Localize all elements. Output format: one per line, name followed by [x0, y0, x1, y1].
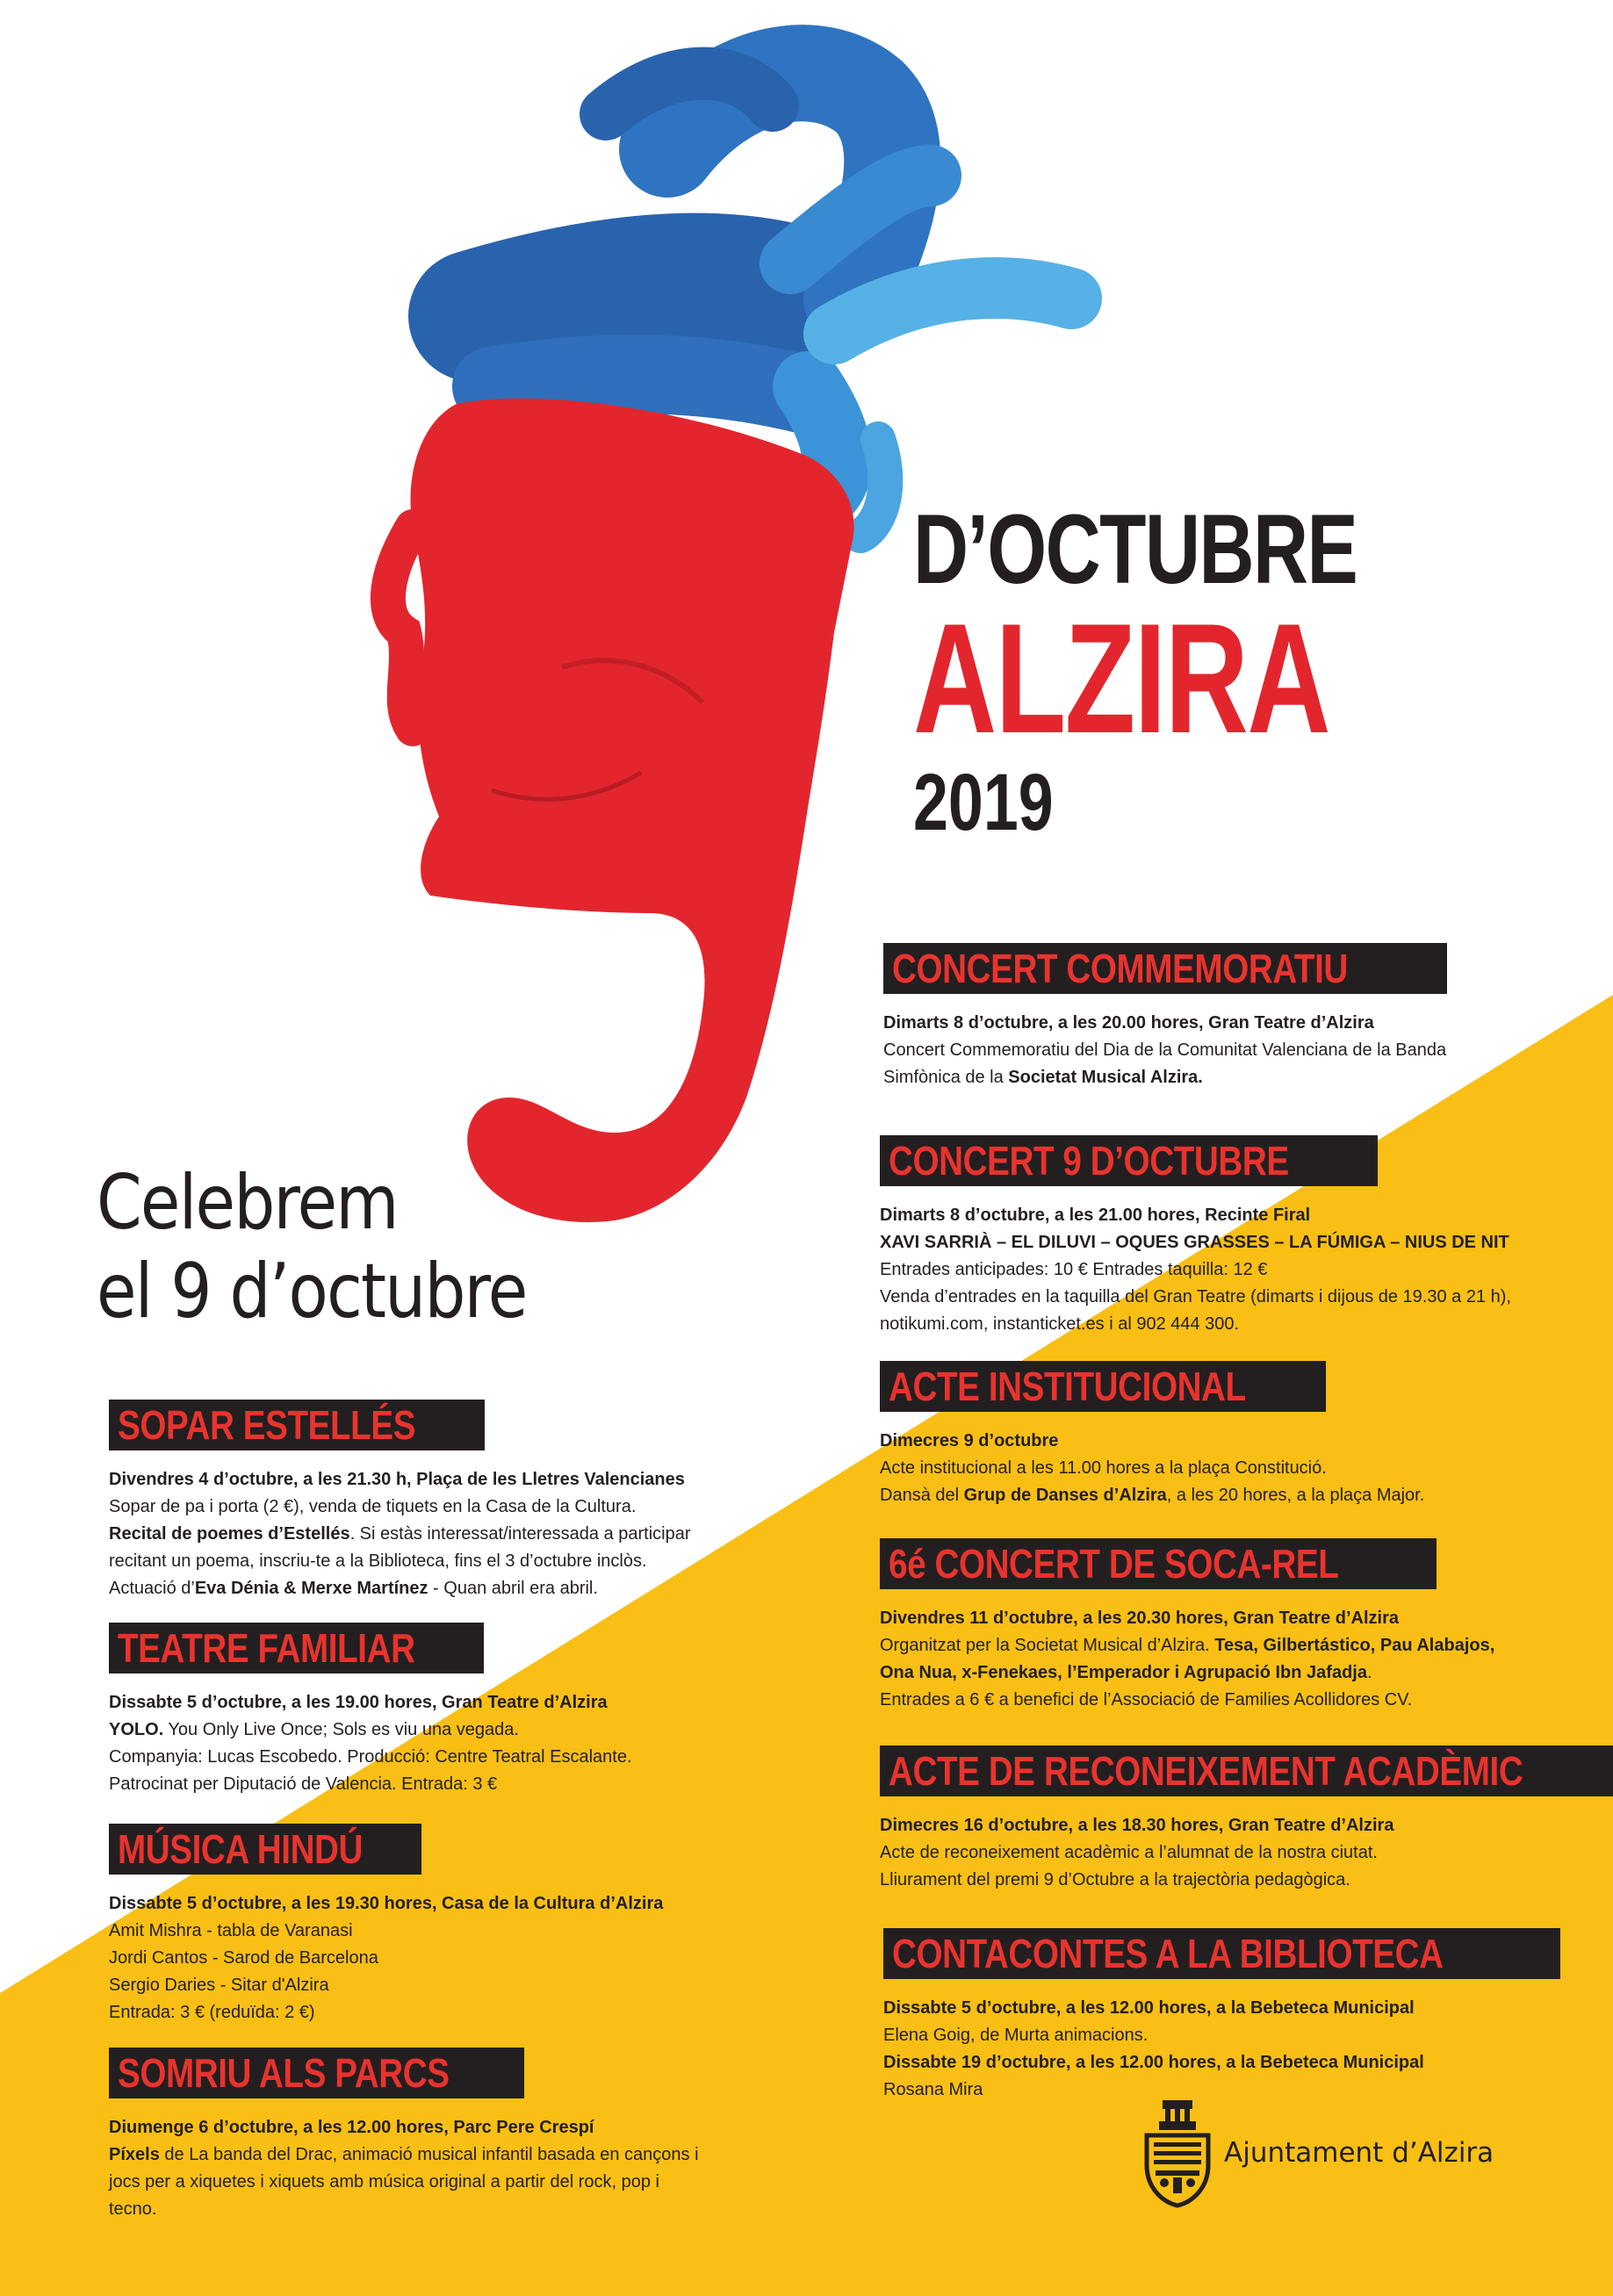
slogan-line1: Celebrem — [97, 1159, 398, 1247]
ajuntament-name: Ajuntament d’Alzira — [1224, 2137, 1494, 2169]
event-line: Companyia: Lucas Escobedo. Producció: Centre Teatral Escalante. — [109, 1747, 632, 1767]
event-line: Organitzat per la Societat Musical d’Alzira. Tesa, Gilbertástico, Pau Alabajos, — [880, 1636, 1495, 1655]
event-line: Dimarts 8 d’octubre, a les 20.00 hores, Gran Teatre d’Alzira — [883, 1013, 1374, 1033]
event-line: jocs per a xiquetes i xiquets amb música original a partir del rock, pop i — [109, 2172, 659, 2192]
event-line: Jordi Cantos - Sarod de Barcelona — [109, 1948, 378, 1968]
event-line: notikumi.com, instanticket.es i al 902 444 300. — [880, 1314, 1240, 1334]
event-heading: ACTE INSTITUCIONAL — [880, 1361, 1326, 1412]
event-line: Amit Mishra - tabla de Varanasi — [109, 1921, 353, 1940]
event-line: Patrocinat per Diputació de Valencia. Entrada: 3 € — [109, 1774, 498, 1794]
event-line: Concert Commemoratiu del Dia de la Comunitat Valenciana de la Banda — [883, 1040, 1447, 1060]
event-body — [880, 1605, 1494, 1714]
title-alzira: ALZIRA — [913, 591, 1330, 766]
event-body — [883, 1010, 1447, 1091]
event-line: Ona Nua, x-Fenekaes, l’Emperador i Agrupació Ibn Jafadja. — [880, 1663, 1372, 1682]
event-line: Venda d’entrades en la taquilla del Gran Teatre (dimarts i dijous de 19.30 a 21 h), — [880, 1287, 1511, 1306]
event-heading: SOMRIU ALS PARCS — [109, 2048, 524, 2098]
event-heading: CONCERT 9 D’OCTUBRE — [880, 1135, 1378, 1186]
event-line: Simfònica de la Societat Musical Alzira. — [883, 1068, 1203, 1087]
event-body — [109, 1890, 663, 2026]
event-body — [880, 1812, 1613, 1894]
event-heading: MÚSICA HINDÚ — [109, 1824, 421, 1875]
poster-title — [913, 494, 1482, 847]
event-line: Divendres 4 d’octubre, a les 21.30 h, Plaça de les Lletres Valencianes — [109, 1470, 685, 1489]
slogan — [97, 1159, 527, 1337]
event-body — [880, 1202, 1511, 1338]
event-line: Dissabte 5 d’octubre, a les 19.00 hores, Gran Teatre d’Alzira — [109, 1693, 608, 1712]
event-teatre-familiar — [109, 1623, 632, 1798]
event-line: Sopar de pa i porta (2 €), venda de tiquets en la Casa de la Cultura. — [109, 1497, 637, 1516]
event-line: Dansà del Grup de Danses d’Alzira, a les 20 hores, a la plaça Major. — [880, 1486, 1425, 1505]
event-line: Dissabte 19 d’octubre, a les 12.00 hores, a la Bebeteca Municipal — [883, 2053, 1424, 2072]
event-somriu-als-parcs — [109, 2048, 699, 2223]
event-concert-commemoratiu — [883, 943, 1447, 1091]
event-heading: TEATRE FAMILIAR — [109, 1623, 484, 1673]
event-acte-institucional — [880, 1361, 1424, 1509]
event-line: Elena Goig, de Murta animacions. — [883, 2026, 1149, 2045]
event-contacontes-biblioteca — [883, 1928, 1560, 2104]
event-line: Entrades a 6 € a benefici de l’Associació de Families Acollidores CV. — [880, 1690, 1413, 1709]
event-body — [109, 2114, 699, 2223]
event-line: Acte de reconeixement acadèmic a l’alumnat de la nostra ciutat. — [880, 1843, 1378, 1862]
event-line: Actuació d’Eva Dénia & Merxe Martínez - Quan abril era abril. — [109, 1579, 598, 1598]
event-line: Píxels de La banda del Drac, animació musical infantil basada en cançons i — [109, 2145, 699, 2164]
event-line: Entrades anticipades: 10 € Entrades taquilla: 12 € — [880, 1260, 1268, 1279]
event-heading: 6é CONCERT DE SOCA-REL — [880, 1538, 1437, 1589]
event-line: Dimarts 8 d’octubre, a les 21.00 hores, Recinte Firal — [880, 1206, 1311, 1225]
event-line: Acte institucional a les 11.00 hores a la plaça Constitució. — [880, 1458, 1327, 1478]
event-line: Entrada: 3 € (reduïda: 2 €) — [109, 2003, 315, 2022]
event-line: Diumenge 6 d’octubre, a les 12.00 hores, Parc Pere Crespí — [109, 2118, 594, 2137]
event-line: Dimecres 16 d’octubre, a les 18.30 hores, Gran Teatre d’Alzira — [880, 1816, 1394, 1835]
event-body — [880, 1428, 1424, 1509]
title-doctubre: D’OCTUBRE — [913, 494, 1357, 604]
event-line: YOLO. You Only Live Once; Sols es viu una vegada. — [109, 1720, 519, 1739]
event-concert-soca-rel — [880, 1538, 1494, 1714]
city-coat-of-arms-icon — [1138, 2097, 1217, 2209]
event-body — [109, 1466, 691, 1602]
event-heading: ACTE DE RECONEIXEMENT ACADÈMIC — [880, 1745, 1613, 1796]
event-heading: CONTACONTES A LA BIBLIOTECA — [883, 1928, 1560, 1979]
event-heading: CONCERT COMMEMORATIU — [883, 943, 1447, 994]
event-line: Dissabte 5 d’octubre, a les 19.30 hores, Casa de la Cultura d’Alzira — [109, 1894, 664, 1913]
slogan-line2: el 9 d’octubre — [97, 1248, 527, 1336]
event-line: Rosana Mira — [883, 2080, 983, 2099]
event-concert-9-doctubre — [880, 1135, 1511, 1338]
event-line: Dissabte 5 d’octubre, a les 12.00 hores, a la Bebeteca Municipal — [883, 1998, 1415, 2018]
event-reconeixement-academic — [880, 1745, 1613, 1894]
title-year: 2019 — [913, 758, 1054, 847]
event-line: tecno. — [109, 2199, 157, 2219]
event-line: Sergio Daries - Sitar d'Alzira — [109, 1976, 329, 1995]
event-line: XAVI SARRIÀ – EL DILUVI – OQUES GRASSES – LA FÚMIGA – NIUS DE NIT — [880, 1233, 1509, 1252]
event-line: Dimecres 9 d’octubre — [880, 1431, 1059, 1450]
event-line: Recital de poemes d’Estellés. Si estàs interessat/interessada a participar — [109, 1524, 691, 1544]
event-musica-hindu — [109, 1824, 663, 2026]
event-line: Lliurament del premi 9 d’Octubre a la trajectòria pedagògica. — [880, 1870, 1350, 1889]
event-line: recitant un poema, inscriu-te a la Biblioteca, fins el 3 d’octubre inclòs. — [109, 1551, 647, 1571]
event-sopar-estelles — [109, 1400, 691, 1602]
event-heading: SOPAR ESTELLÉS — [109, 1400, 485, 1450]
event-body — [109, 1689, 632, 1798]
event-body — [883, 1995, 1560, 2104]
event-line: Divendres 11 d’octubre, a les 20.30 hores, Gran Teatre d’Alzira — [880, 1609, 1399, 1628]
